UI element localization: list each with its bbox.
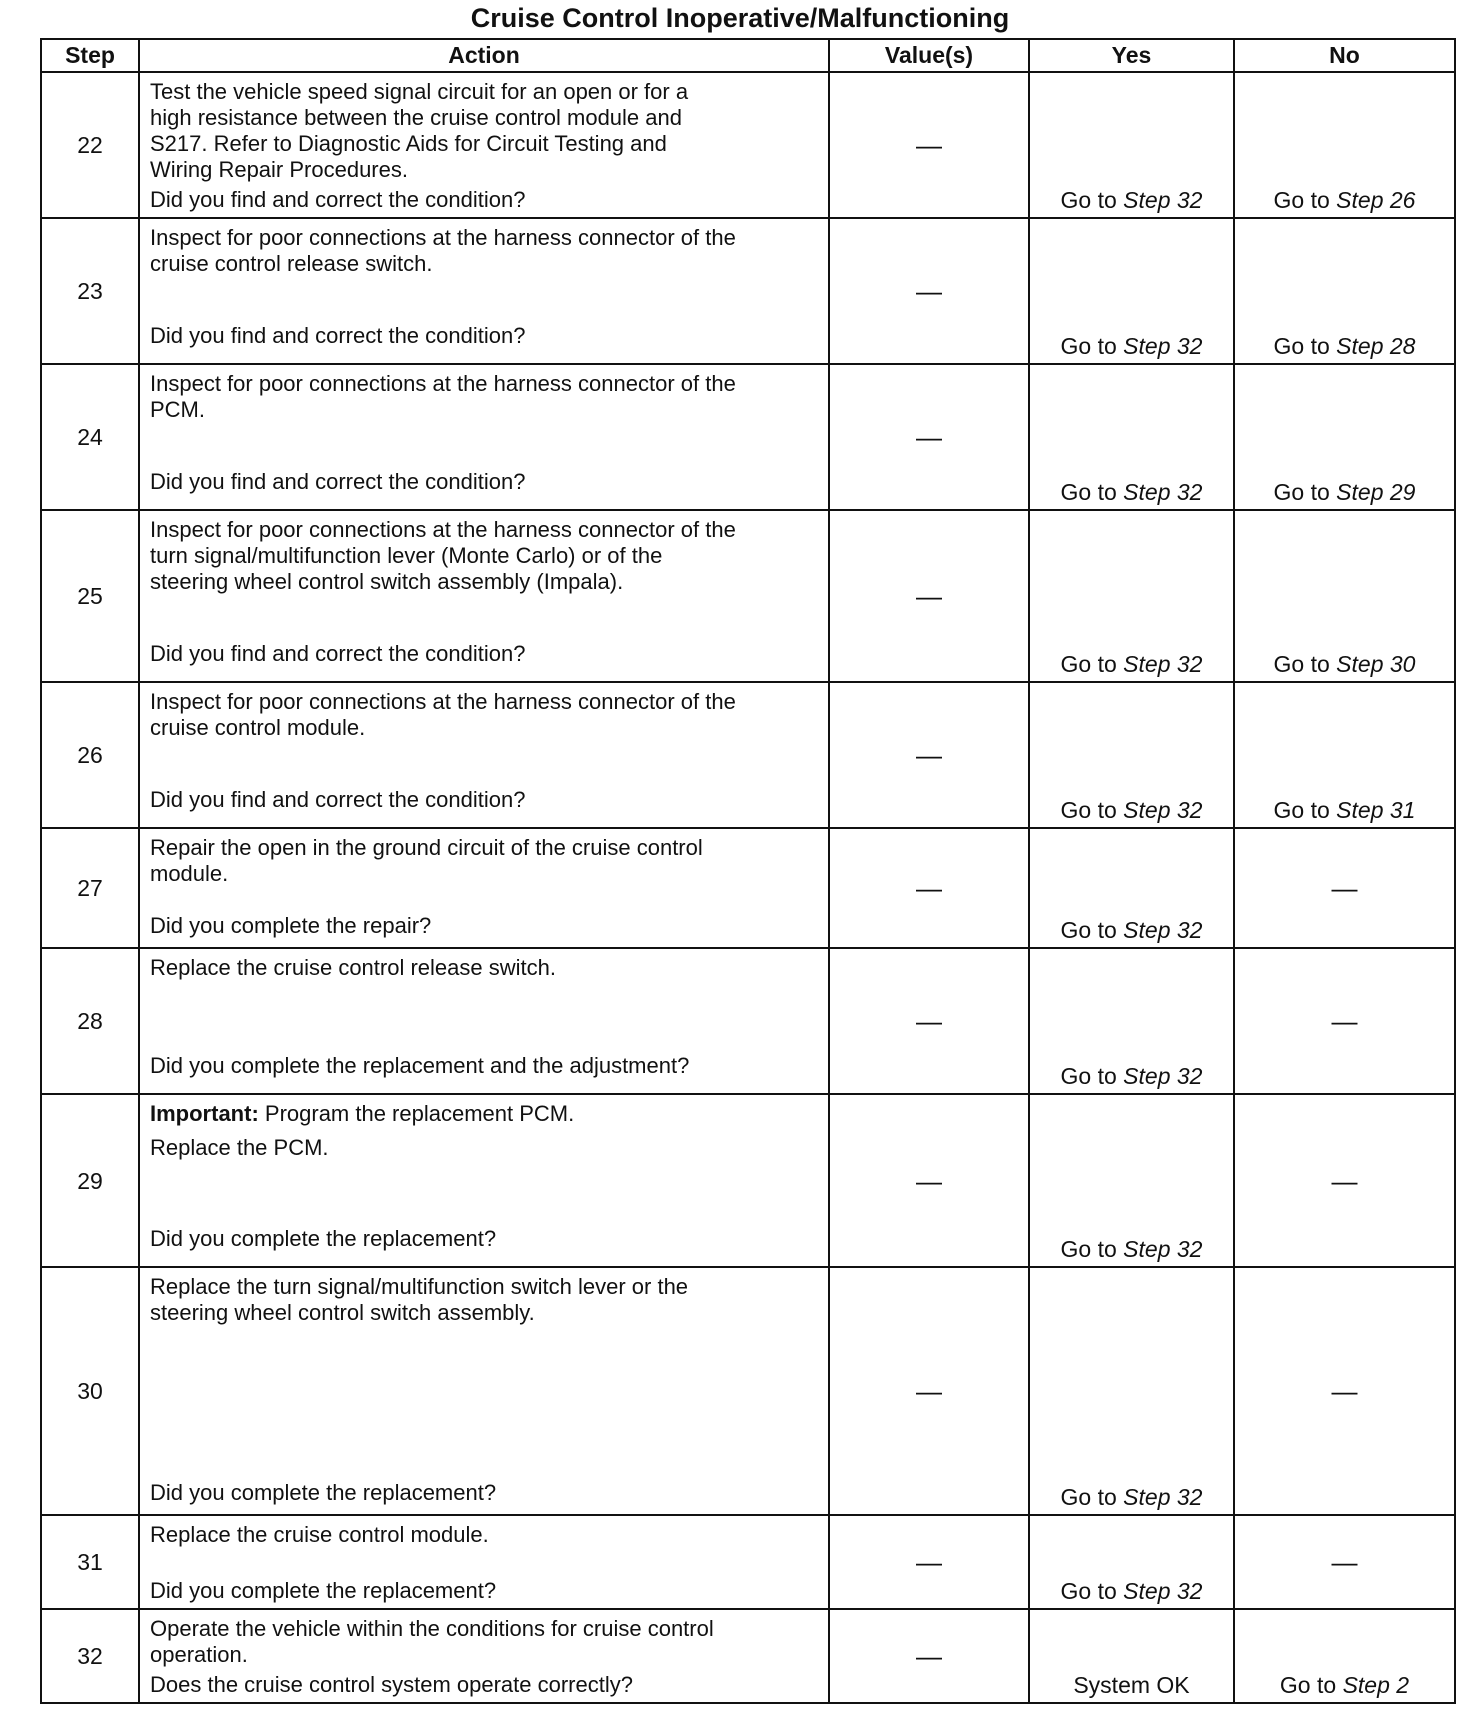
step-link[interactable]: Step 32 xyxy=(1123,187,1203,213)
important-label: Important: xyxy=(150,1101,259,1126)
step-link[interactable]: Step 32 xyxy=(1123,797,1203,823)
table-row xyxy=(41,218,1455,364)
action-line: Repair the open in the ground circuit of the cruise control xyxy=(150,835,703,860)
table-row xyxy=(41,828,1455,948)
action-cell xyxy=(139,1515,829,1609)
goto-label: Go to xyxy=(1060,917,1117,943)
no-cell: — xyxy=(1234,948,1455,1094)
header-yes: Yes xyxy=(1029,39,1234,72)
action-line: Inspect for poor connections at the harness connector of the xyxy=(150,689,736,714)
action-line: module. xyxy=(150,861,229,886)
goto-label: Go to xyxy=(1273,479,1330,505)
action-question: Does the cruise control system operate correctly? xyxy=(150,1672,633,1697)
goto-label: Go to xyxy=(1060,333,1117,359)
step-number: 32 xyxy=(41,1609,139,1703)
yes-cell xyxy=(1029,828,1234,948)
yes-cell xyxy=(1029,948,1234,1094)
step-link[interactable]: Step 32 xyxy=(1123,1063,1203,1089)
action-question: Did you complete the replacement? xyxy=(150,1578,497,1603)
value-cell: — xyxy=(829,682,1029,828)
table-row xyxy=(41,1267,1455,1515)
table-row xyxy=(41,364,1455,510)
value-cell: — xyxy=(829,948,1029,1094)
no-cell: — xyxy=(1234,1267,1455,1515)
action-question: Did you find and correct the condition? xyxy=(150,787,526,812)
important-note xyxy=(150,1101,818,1127)
yes-cell xyxy=(1029,1094,1234,1267)
step-number: 27 xyxy=(41,828,139,948)
no-cell xyxy=(1234,364,1455,510)
action-line: operation. xyxy=(150,1642,248,1667)
no-cell: — xyxy=(1234,1094,1455,1267)
table-row xyxy=(41,510,1455,682)
value-cell: — xyxy=(829,364,1029,510)
value-cell: — xyxy=(829,72,1029,218)
step-number: 29 xyxy=(41,1094,139,1267)
no-cell xyxy=(1234,218,1455,364)
step-number: 22 xyxy=(41,72,139,218)
action-cell xyxy=(139,948,829,1094)
step-link[interactable]: Step 32 xyxy=(1123,1578,1203,1604)
header-action: Action xyxy=(139,39,829,72)
table-row xyxy=(41,1515,1455,1609)
action-question: Did you find and correct the condition? xyxy=(150,323,526,348)
no-cell xyxy=(1234,510,1455,682)
diagnostic-table xyxy=(40,38,1456,1704)
action-cell xyxy=(139,364,829,510)
action-line: S217. Refer to Diagnostic Aids for Circuit Testing and xyxy=(150,131,667,156)
action-cell xyxy=(139,1609,829,1703)
step-link[interactable]: Step 26 xyxy=(1336,187,1416,213)
goto-label: Go to xyxy=(1060,479,1117,505)
value-cell: — xyxy=(829,1267,1029,1515)
yes-cell xyxy=(1029,218,1234,364)
no-cell xyxy=(1234,682,1455,828)
table-row xyxy=(41,72,1455,218)
value-cell: — xyxy=(829,828,1029,948)
step-link[interactable]: Step 32 xyxy=(1123,1484,1203,1510)
action-line: Test the vehicle speed signal circuit for an open or for a xyxy=(150,79,689,104)
step-link[interactable]: Step 32 xyxy=(1123,1236,1203,1262)
goto-label: Go to xyxy=(1273,797,1330,823)
action-line: Inspect for poor connections at the harness connector of the xyxy=(150,371,736,396)
step-link[interactable]: Step 28 xyxy=(1336,333,1416,359)
action-line: Wiring Repair Procedures. xyxy=(150,157,408,182)
table-row xyxy=(41,1094,1455,1267)
page-title: Cruise Control Inoperative/Malfunctioning xyxy=(470,3,1010,33)
goto-label: Go to xyxy=(1273,651,1330,677)
step-number: 28 xyxy=(41,948,139,1094)
value-cell: — xyxy=(829,218,1029,364)
yes-cell xyxy=(1029,72,1234,218)
goto-label: Go to xyxy=(1273,333,1330,359)
no-cell: — xyxy=(1234,1515,1455,1609)
action-question: Did you find and correct the condition? xyxy=(150,469,526,494)
table-row xyxy=(41,682,1455,828)
goto-label: Go to xyxy=(1060,1484,1117,1510)
action-cell xyxy=(139,1267,829,1515)
header-step: Step xyxy=(41,39,139,72)
goto-label: Go to xyxy=(1060,1236,1117,1262)
step-link[interactable]: Step 32 xyxy=(1123,333,1203,359)
action-line: cruise control module. xyxy=(150,715,366,740)
step-link[interactable]: Step 31 xyxy=(1336,797,1416,823)
step-number: 23 xyxy=(41,218,139,364)
action-line: steering wheel control switch assembly. xyxy=(150,1300,535,1325)
action-question: Did you complete the replacement? xyxy=(150,1226,497,1251)
important-text: Program the replacement PCM. xyxy=(264,1101,575,1126)
step-number: 31 xyxy=(41,1515,139,1609)
table-row xyxy=(41,1609,1455,1703)
goto-label: Go to xyxy=(1060,187,1117,213)
goto-label: Go to xyxy=(1060,797,1117,823)
value-cell: — xyxy=(829,1094,1029,1267)
yes-cell xyxy=(1029,1515,1234,1609)
action-line: PCM. xyxy=(150,397,205,422)
goto-label: Go to xyxy=(1060,1063,1117,1089)
step-link[interactable]: Step 29 xyxy=(1336,479,1416,505)
action-line: cruise control release switch. xyxy=(150,251,433,276)
no-cell xyxy=(1234,72,1455,218)
no-cell xyxy=(1234,1609,1455,1703)
action-question: Did you complete the replacement? xyxy=(150,1480,497,1505)
step-number: 25 xyxy=(41,510,139,682)
action-cell xyxy=(139,682,829,828)
yes-cell xyxy=(1029,510,1234,682)
yes-cell: System OK xyxy=(1029,1609,1234,1703)
action-line: turn signal/multifunction lever (Monte Carlo) or of the xyxy=(150,543,663,568)
action-cell xyxy=(139,828,829,948)
step-link[interactable]: Step 32 xyxy=(1123,479,1203,505)
header-values: Value(s) xyxy=(829,39,1029,72)
step-number: 30 xyxy=(41,1267,139,1515)
action-question: Did you complete the repair? xyxy=(150,913,432,938)
action-question: Did you complete the replacement and the adjustment? xyxy=(150,1053,690,1078)
action-line: steering wheel control switch assembly (Impala). xyxy=(150,569,624,594)
step-link[interactable]: Step 2 xyxy=(1342,1672,1410,1698)
step-link[interactable]: Step 32 xyxy=(1123,651,1203,677)
no-cell: — xyxy=(1234,828,1455,948)
action-line: Inspect for poor connections at the harness connector of the xyxy=(150,225,736,250)
step-link[interactable]: Step 30 xyxy=(1336,651,1416,677)
table-row xyxy=(41,948,1455,1094)
action-cell xyxy=(139,72,829,218)
action-cell xyxy=(139,1094,829,1267)
step-number: 24 xyxy=(41,364,139,510)
action-line: Replace the cruise control module. xyxy=(150,1522,489,1547)
action-line: Replace the PCM. xyxy=(150,1135,329,1160)
goto-label: Go to xyxy=(1279,1672,1337,1698)
value-cell: — xyxy=(829,1515,1029,1609)
goto-label: Go to xyxy=(1060,651,1117,677)
step-link[interactable]: Step 32 xyxy=(1123,917,1203,943)
action-cell xyxy=(139,218,829,364)
action-line: high resistance between the cruise control module and xyxy=(150,105,682,130)
header-no: No xyxy=(1234,39,1455,72)
action-question: Did you find and correct the condition? xyxy=(150,187,526,212)
step-number: 26 xyxy=(41,682,139,828)
yes-cell xyxy=(1029,1267,1234,1515)
yes-cell xyxy=(1029,682,1234,828)
action-line: Replace the cruise control release switch. xyxy=(150,955,556,980)
header-row xyxy=(41,39,1455,72)
yes-cell xyxy=(1029,364,1234,510)
value-cell: — xyxy=(829,510,1029,682)
goto-label: Go to xyxy=(1060,1578,1117,1604)
action-line: Operate the vehicle within the conditions for cruise control xyxy=(150,1616,714,1641)
action-question: Did you find and correct the condition? xyxy=(150,641,526,666)
goto-label: Go to xyxy=(1273,187,1330,213)
action-line: Replace the turn signal/multifunction switch lever or the xyxy=(150,1274,689,1299)
value-cell: — xyxy=(829,1609,1029,1703)
action-cell xyxy=(139,510,829,682)
action-line: Inspect for poor connections at the harness connector of the xyxy=(150,517,736,542)
